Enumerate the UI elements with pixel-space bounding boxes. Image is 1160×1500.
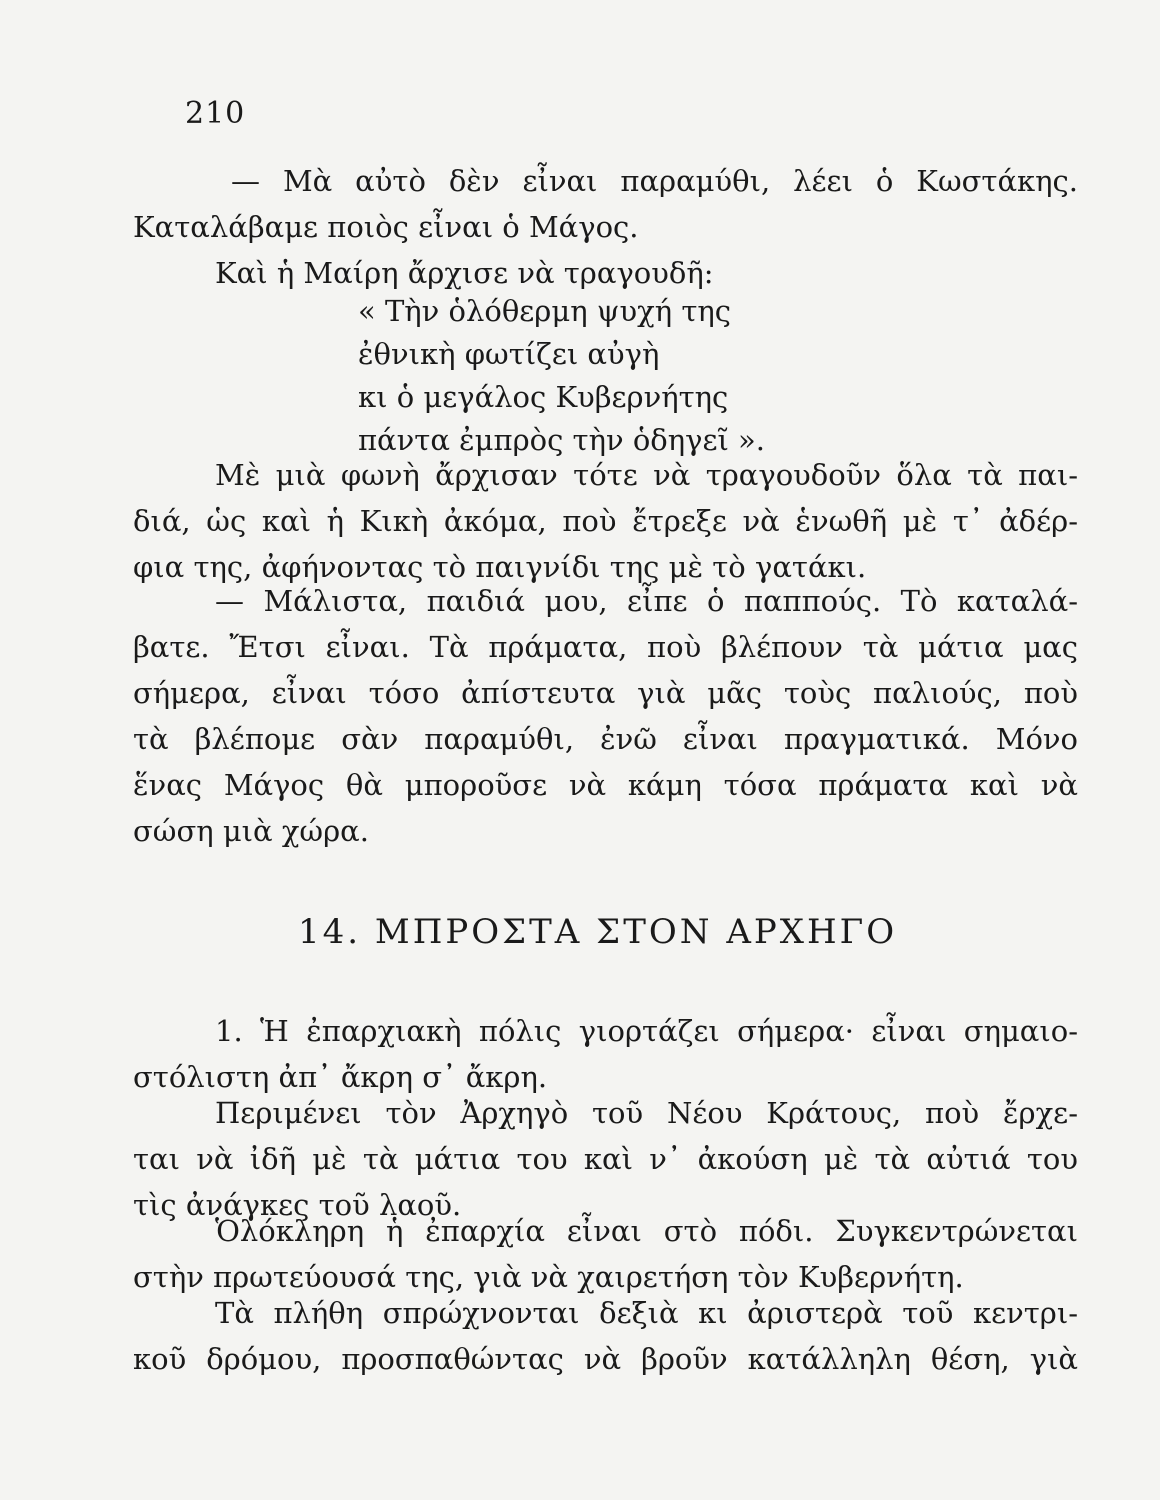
paragraph-line: στὴν πρωτεύουσά της, γιὰ νὰ χαιρετήση τὸν Κυβερνήτη.: [133, 1260, 964, 1294]
paragraph-line: στόλιστη ἀπ᾽ ἄκρη σ᾽ ἄκρη.: [133, 1060, 548, 1094]
dialogue-line: Καταλάβαμε ποιὸς εἶναι ὁ Μάγος.: [133, 210, 639, 244]
paragraph-line: Περιμένει τὸν Ἀρχηγὸ τοῦ Νέου Κράτους, ποὺ ἔρχε-: [215, 1096, 1078, 1130]
poem-line: « Τὴν ὁλόθερμη ψυχή της: [358, 294, 731, 328]
paragraph-line: — Μάλιστα, παιδιά μου, εἶπε ὁ παππούς. Τὸ καταλά-: [215, 584, 1078, 618]
paragraph-line: βατε. Ἔτσι εἶναι. Τὰ πράματα, ποὺ βλέπουν τὰ μάτια μας: [133, 630, 1078, 664]
poem-line: πάντα ἐμπρὸς τὴν ὁδηγεῖ ».: [358, 423, 766, 457]
paragraph-line: τὰ βλέπομε σὰν παραμύθι, ἐνῶ εἶναι πραγματικά. Μόνο: [133, 722, 1078, 756]
paragraph-line: τὶς ἀνάγκες τοῦ λαοῦ.: [133, 1188, 462, 1222]
dialogue-block: [133, 158, 1078, 296]
paragraph-line: σώση μιὰ χώρα.: [133, 814, 369, 848]
paragraph-line: ται νὰ ἰδῆ μὲ τὰ μάτια του καὶ ν᾽ ἀκούση μὲ τὰ αὐτιά του: [133, 1142, 1078, 1176]
paragraph-line: Μὲ μιὰ φωνὴ ἄρχισαν τότε νὰ τραγουδοῦν ὅλα τὰ παι-: [215, 458, 1078, 492]
paragraph-line: 1. Ἡ ἐπαρχιακὴ πόλις γιορτάζει σήμερα· εἶναι σημαιο-: [215, 1014, 1078, 1048]
paragraph-children: [133, 452, 1078, 590]
paragraph-line: Τὰ πλήθη σπρώχνονται δεξιὰ κι ἀριστερὰ τοῦ κεντρι-: [215, 1296, 1078, 1330]
section-paragraph-3: [133, 1208, 1078, 1300]
paragraph-line: Ὁλόκληρη ἡ ἐπαρχία εἶναι στὸ πόδι. Συγκεντρώνεται: [215, 1214, 1078, 1248]
poem-line: ἐθνικὴ φωτίζει αὐγὴ: [358, 337, 660, 371]
section-paragraph-4: [133, 1290, 1078, 1382]
paragraph-line: φια της, ἀφήνοντας τὸ παιγνίδι της μὲ τὸ γατάκι.: [133, 550, 867, 584]
paragraph-line: κοῦ δρόμου, προσπαθώντας νὰ βροῦν κατάλληλη θέση, γιὰ: [133, 1342, 1078, 1376]
poem-verse: [358, 290, 765, 462]
paragraph-grandpa: [133, 578, 1078, 854]
poem-line: κι ὁ μεγάλος Κυβερνήτης: [358, 380, 729, 414]
paragraph-line: διά, ὡς καὶ ἡ Κικὴ ἀκόμα, ποὺ ἔτρεξε νὰ ἑνωθῆ μὲ τ᾽ ἀδέρ-: [133, 504, 1078, 538]
paragraph-line: σήμερα, εἶναι τόσο ἀπίστευτα γιὰ μᾶς τοὺς παλιούς, ποὺ: [133, 676, 1078, 710]
paragraph-line: ἕνας Μάγος θὰ μποροῦσε νὰ κάμη τόσα πράματα καὶ νὰ: [133, 768, 1078, 802]
page-number: 210: [185, 96, 246, 131]
dialogue-line: — Μὰ αὐτὸ δὲν εἶναι παραμύθι, λέει ὁ Κωστάκης.: [231, 164, 1078, 198]
section-paragraph-1: [133, 1008, 1078, 1100]
chapter-title: 14. ΜΠΡΟΣΤΑ ΣΤΟΝ ΑΡΧΗΓΟ: [298, 912, 898, 952]
dialogue-line: Καὶ ἡ Μαίρη ἄρχισε νὰ τραγουδῆ:: [215, 256, 714, 290]
